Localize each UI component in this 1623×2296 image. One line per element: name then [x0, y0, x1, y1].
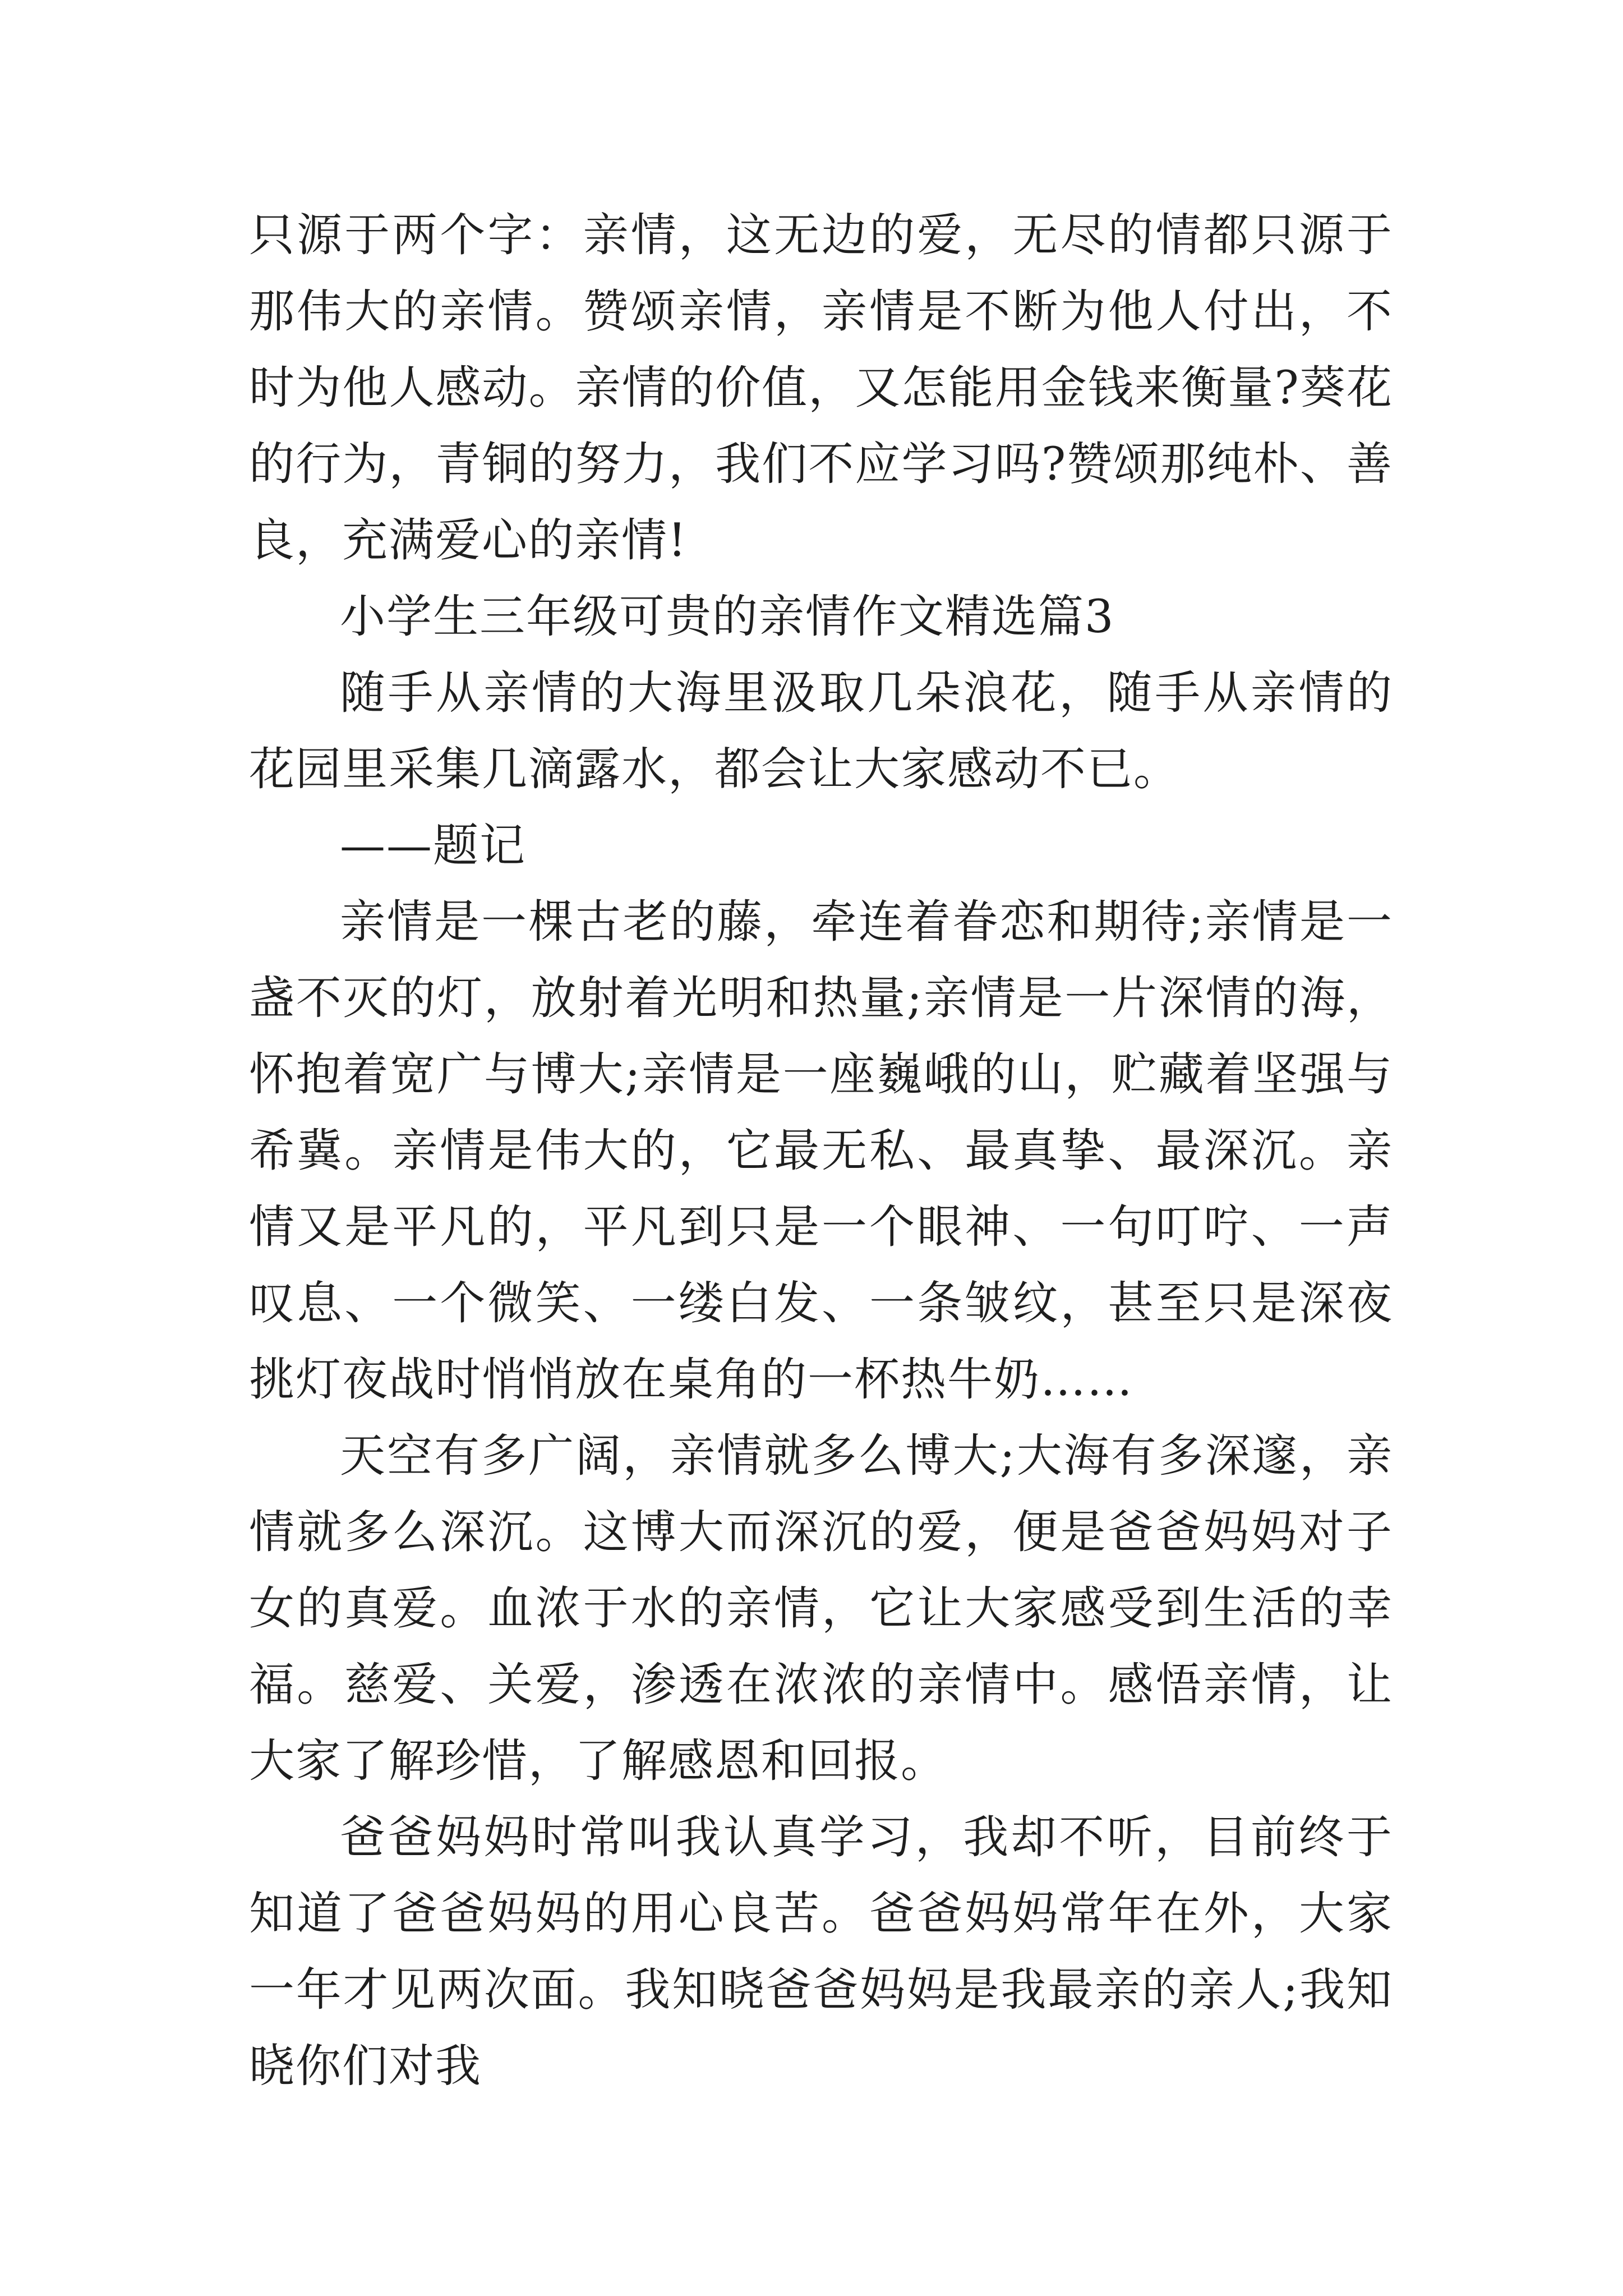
paragraph-body: 亲情是一棵古老的藤，牵连着眷恋和期待;亲情是一盏不灭的灯，放射着光明和热量;亲情是一片深情的海，怀抱着宽广与博大;亲情是一座巍峨的山，贮藏着坚强与希冀。亲情是伟大的，它最无私、最真挚、最深沉。亲情又是平凡的，平凡到只是一个眼神、一句叮咛、一声叹息、一个微笑、一缕白发、一条皱纹，甚至只是深夜挑灯夜战时悄悄放在桌角的一杯热牛奶……	[249, 896, 1393, 1406]
paragraph-body: 爸爸妈妈时常叫我认真学习，我却不听，目前终于知道了爸爸妈妈的用心良苦。爸爸妈妈常年在外，大家一年才见两次面。我知晓爸爸妈妈是我最亲的亲人;我知晓你们对我	[249, 1811, 1393, 2093]
paragraph-body: 天空有多广阔，亲情就多么博大;大海有多深邃，亲情就多么深沉。这博大而深沉的爱，便是爸爸妈妈对子女的真爱。血浓于水的亲情，它让大家感受到生活的幸福。慈爱、关爱，渗透在浓浓的亲情中。感悟亲情，让大家了解珍惜，了解感恩和回报。	[249, 1430, 1393, 1788]
section-heading: 小学生三年级可贵的亲情作文精选篇3	[340, 591, 1115, 643]
document-body	[249, 197, 1393, 2105]
paragraph-continuation: 只源于两个字：亲情，这无边的爱，无尽的情都只源于那伟大的亲情。赞颂亲情，亲情是不断为他人付出，不时为他人感动。亲情的价值，又怎能用金钱来衡量?葵花的行为，青铜的努力，我们不应学习吗?赞颂那纯朴、善良，充满爱心的亲情!	[249, 209, 1393, 567]
paragraph-epigraph: 随手从亲情的大海里汲取几朵浪花，随手从亲情的花园里采集几滴露水，都会让大家感动不已。	[249, 667, 1393, 796]
epigraph-attribution: ——题记	[340, 820, 527, 872]
